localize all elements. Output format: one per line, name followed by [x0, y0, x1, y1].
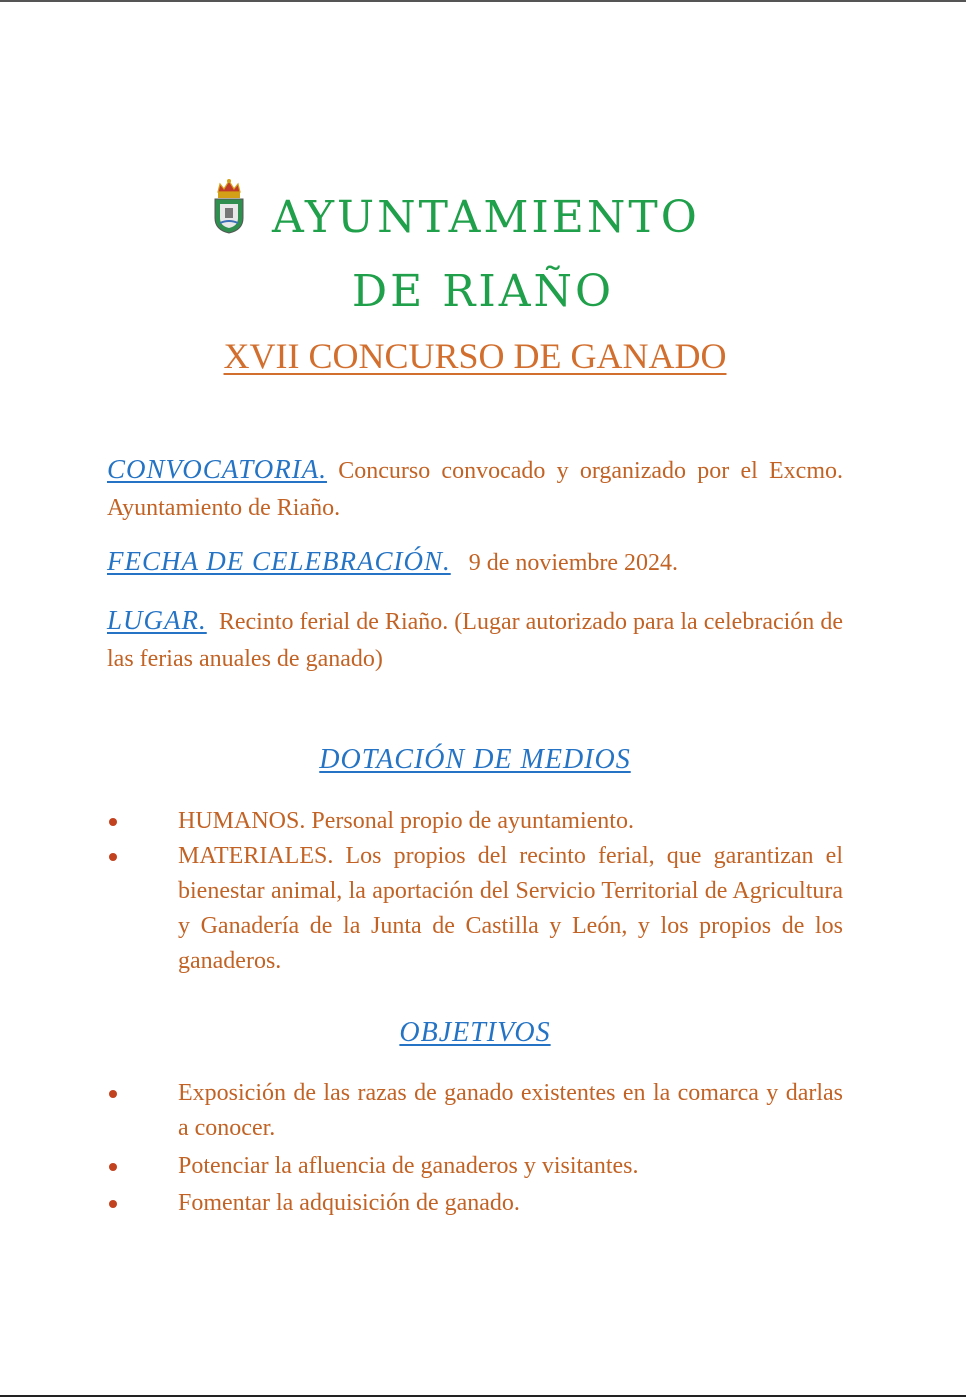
convocatoria-text: Concurso convocado y organizado por el Excmo. Ayuntamiento de Riaño.	[107, 458, 843, 521]
list-item	[107, 1186, 843, 1221]
list-item	[107, 1076, 843, 1146]
dotacion-item-label: HUMANOS.	[178, 808, 306, 834]
dotacion-item-text: Personal propio de ayuntamiento.	[311, 808, 634, 834]
bullet-icon	[109, 1200, 117, 1208]
objetivos-list	[107, 1076, 843, 1221]
bullet-icon	[109, 1090, 117, 1098]
objetivo-text: Exposición de las razas de ganado existentes en la comarca y darlas a conocer.	[178, 1080, 843, 1141]
convocatoria-label: CONVOCATORIA.	[107, 454, 327, 484]
org-name-line2: DE RIAÑO	[351, 266, 615, 317]
dotacion-item-label: MATERIALES.	[178, 843, 334, 869]
org-name-line1: AYUNTAMIENTO	[272, 192, 700, 243]
event-title: XVII CONCURSO DE GANADO	[223, 336, 727, 376]
objetivo-text: Potenciar la afluencia de ganaderos y visitantes.	[178, 1153, 639, 1179]
lugar-paragraph	[107, 602, 843, 678]
objetivo-text: Fomentar la adquisición de ganado.	[178, 1190, 520, 1216]
bullet-icon	[109, 853, 117, 861]
bullet-icon	[109, 818, 117, 826]
list-item	[107, 1149, 843, 1184]
fecha-label: FECHA DE CELEBRACIÓN.	[107, 546, 451, 576]
bullet-icon	[109, 1163, 117, 1171]
list-item	[107, 839, 843, 979]
dotacion-item-text: Los propios del recinto ferial, que garantizan el bienestar animal, la aportación del Servicio Territorial de Agricultura y Ganadería de la Junta de Castilla y León, y los propios de los ganaderos.	[178, 843, 843, 974]
list-item	[107, 804, 843, 839]
coat-of-arms-icon	[212, 178, 246, 234]
lugar-label: LUGAR.	[107, 605, 207, 635]
convocatoria-paragraph	[107, 451, 843, 527]
dotacion-list	[107, 804, 843, 979]
fecha-paragraph	[107, 543, 843, 582]
objetivos-heading: OBJETIVOS	[399, 1017, 551, 1048]
fecha-text: 9 de noviembre 2024.	[468, 550, 679, 576]
dotacion-heading: DOTACIÓN DE MEDIOS	[319, 744, 631, 775]
lugar-text: Recinto ferial de Riaño. (Lugar autorizado para la celebración de las ferias anuales de ganado)	[107, 609, 844, 672]
